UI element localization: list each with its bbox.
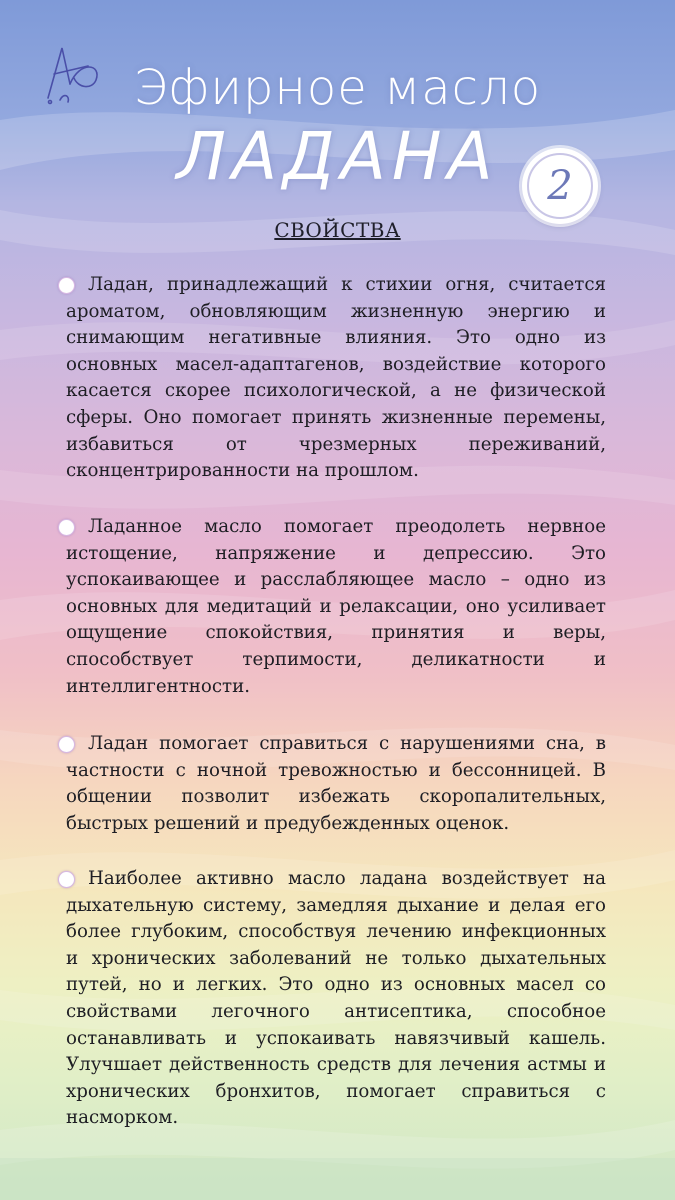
paragraph-4: Наиболее активно масло ладана воздействует на дыхательную систему, замедляя дыхание и делая его более глубоким, способствуя лечению инфекционных и хронических заболеваний не только дыхательных путей, но и легких. Это одно из основных масел со свойствами легочного антисептика, способное останавливать и успокаивать навязчивый кашель. Улучшает действенность средств для лечения астмы и хронических бронхитов, помогает справиться с насморком. [66, 868, 606, 1129]
title-line2: ЛАДАНА [176, 118, 499, 195]
paragraph-2: Ладанное масло помогает преодолеть нервное истощение, напряжение и депрессию. Это успокаивающее и расслабляющее масло – одно из основных для медитаций и релаксации, оно усиливает ощущение спокойствия, принятия и веры, способствует терпимости, деликатности и интеллигентности. [66, 516, 606, 697]
paragraph-3: Ладан помогает справиться с нарушениями сна, в частности с ночной тревожностью и бессонницей. В общении позволит избежать скоропалительных, быстрых решений и предубежденных оценок. [66, 733, 606, 834]
section-heading: СВОЙСТВА [274, 218, 401, 242]
paragraph-1: Ладан, принадлежащий к стихии огня, считается ароматом, обновляющим жизненную энергию и снимающим негативные влияния. Это одно из основных масел-адаптагенов, воздействие которого касается скорее психологической, а не физической сферы. Оно помогает принять жизненные перемены, избавиться от чрезмерных переживаний, сконцентрированности на прошлом. [66, 274, 606, 482]
page-number-badge [522, 148, 598, 224]
title-line1: Эфирное масло [133, 60, 542, 116]
page-number: 2 [527, 153, 593, 219]
